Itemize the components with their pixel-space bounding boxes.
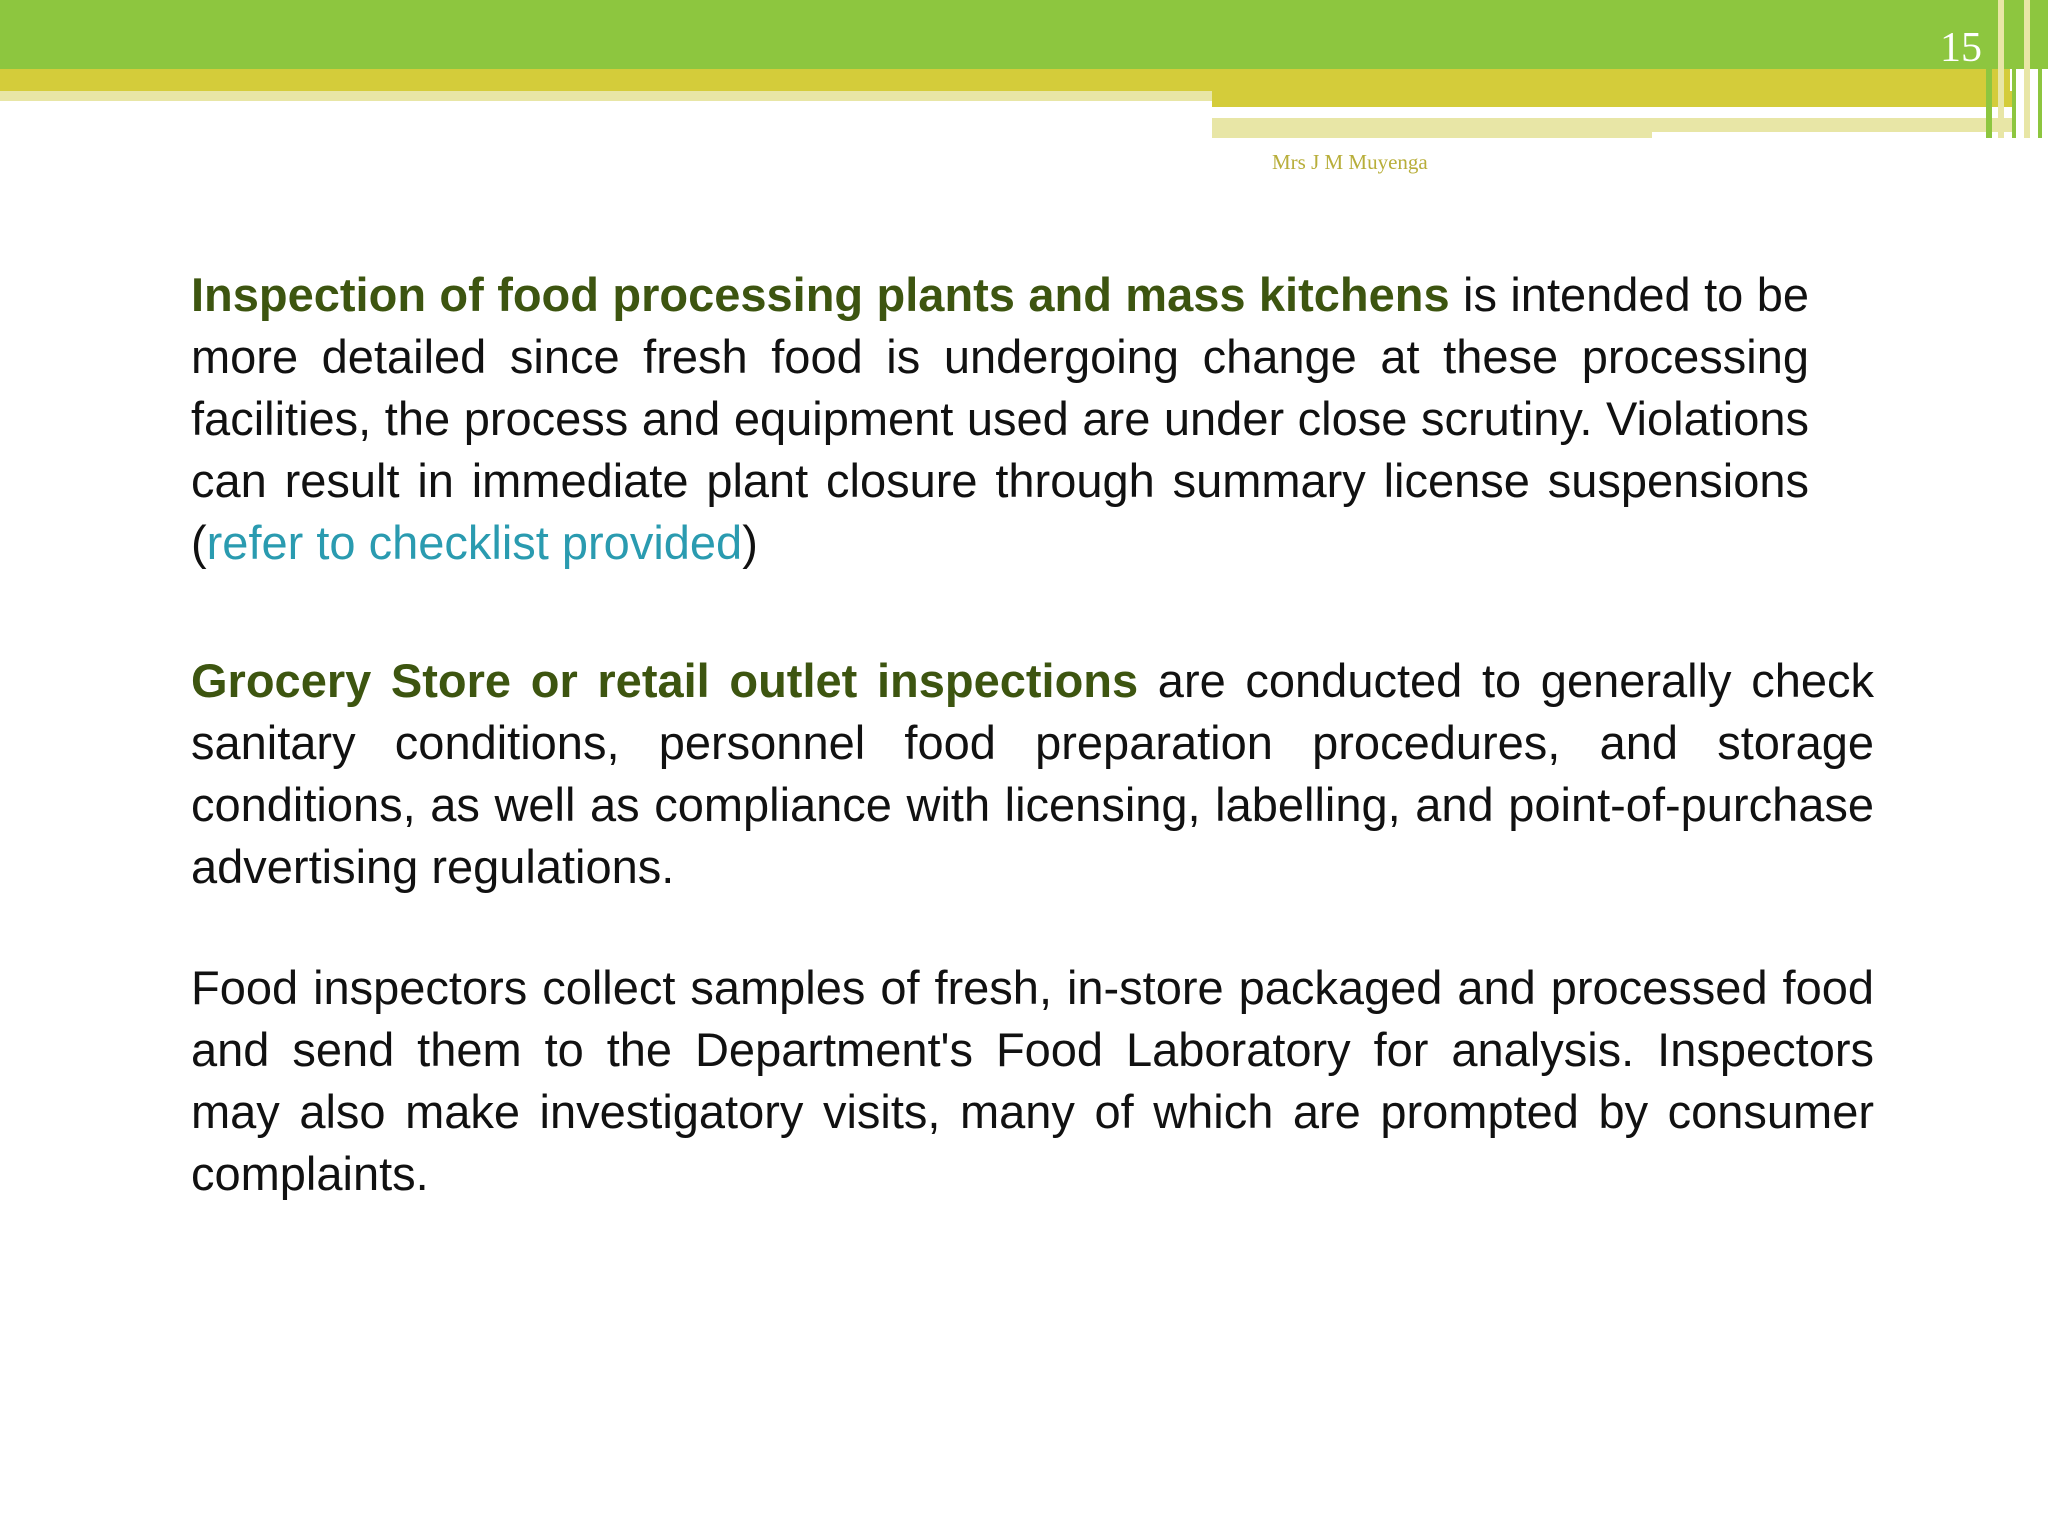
paragraph-text: are conducted to generally check sanitary conditions, personnel food preparation procedures, and storage conditions, as well as compliance with licensing, labelling, and point-of-purchase advertising regulations. bbox=[191, 654, 1874, 893]
paragraph-food-inspectors bbox=[191, 957, 1874, 1205]
header-vertical-stripe bbox=[2038, 0, 2042, 138]
paragraph-emphasis: Inspection of food processing plants and mass kitchens bbox=[191, 268, 1450, 321]
header-vertical-stripe bbox=[1986, 0, 1992, 138]
header-band-pale-step bbox=[1212, 118, 1652, 138]
header-band-yellow-step bbox=[1212, 91, 2012, 107]
paragraph-tail: ) bbox=[742, 516, 758, 569]
slide-number: 15 bbox=[1940, 25, 1982, 71]
header-band-pale-step-right bbox=[1652, 118, 2012, 132]
paragraph-emphasis: Grocery Store or retail outlet inspections bbox=[191, 654, 1139, 707]
paragraph-grocery-store bbox=[191, 650, 1874, 898]
author-footer: Mrs J M Muyenga bbox=[1272, 150, 1428, 174]
paragraph-text: is intended to be more detailed since fresh food is undergoing change at these processing facilities, the process and equipment used are under close scrutiny. Violations can result in immediate plant closure through summary license suspensions ( bbox=[191, 268, 1809, 569]
paragraph-processing-plants bbox=[191, 264, 1809, 574]
header-band-green bbox=[0, 0, 2048, 69]
checklist-link[interactable]: refer to checklist provided bbox=[206, 516, 743, 569]
header-band-pale bbox=[0, 91, 1212, 101]
paragraph-text: Food inspectors collect samples of fresh, in-store packaged and processed food and send them to the Department's Food Laboratory for analysis. Inspectors may also make investigatory visits, many of which are prompted by consumer complaints. bbox=[191, 961, 1874, 1200]
header-vertical-stripe bbox=[2024, 0, 2030, 138]
header-band-yellow bbox=[0, 69, 2010, 91]
header-vertical-stripe bbox=[1998, 0, 2004, 138]
header-band-thin-line bbox=[1212, 107, 1898, 112]
header-vertical-stripe bbox=[2012, 0, 2016, 138]
